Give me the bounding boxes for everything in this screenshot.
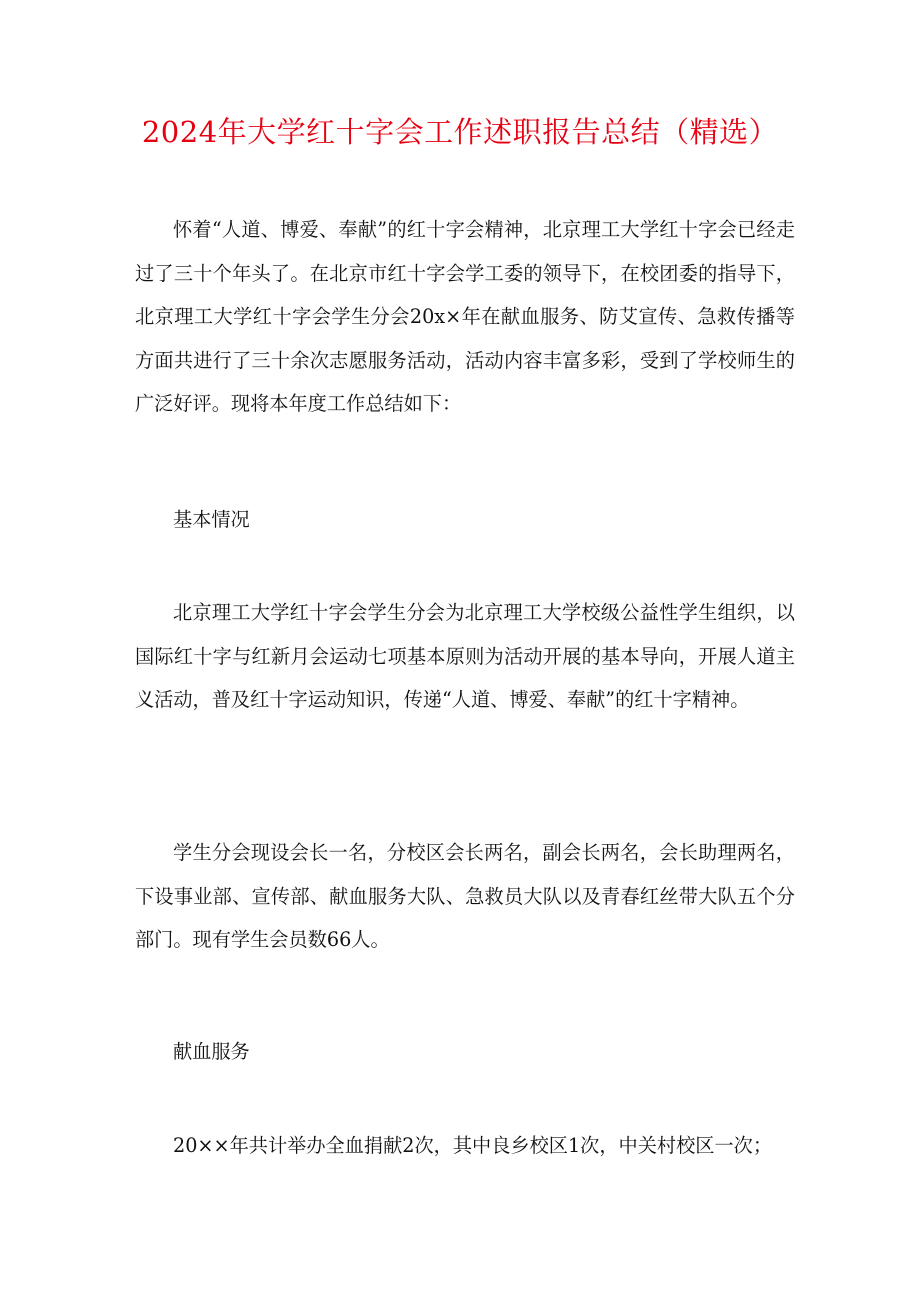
blood-donation-paragraph-1: 20××年共计举办全血捐献2次，其中良乡校区1次，中关村校区一次； — [173, 1134, 773, 1157]
intro-paragraph: 怀着“人道、博爱、奉献”的红十字会精神，北京理工大学红十字会已经走过了三十个年头了。在北京市红十字会学工委的领导下，在校团委的指导下，北京理工大学红十字会学生分会20x×年在献血服务、防艾宣传、急救传播等方面共进行了三十余次志愿服务活动，活动内容丰富多彩，受到了学校师生的广泛好评。现将本年度工作总结如下： — [135, 218, 795, 416]
section-heading-blood-donation: 献血服务 — [173, 1040, 250, 1063]
document-title: 2024年大学红十字会工作述职报告总结（精选） — [141, 115, 779, 149]
basic-info-paragraph-2: 学生分会现设会长一名，分校区会长两名，副会长两名，会长助理两名，下设事业部、宣传部、献血服务大队、急救员大队以及青春红丝带大队五个分部门。现有学生会员数66人。 — [135, 841, 795, 952]
section-heading-basic-info: 基本情况 — [173, 508, 250, 531]
basic-info-paragraph-1: 北京理工大学红十字会学生分会为北京理工大学校级公益性学生组织，以国际红十字与红新月会运动七项基本原则为活动开展的基本导向，开展人道主义活动，普及红十字运动知识，传递“人道、博爱、奉献”的红十字精神。 — [135, 601, 795, 712]
